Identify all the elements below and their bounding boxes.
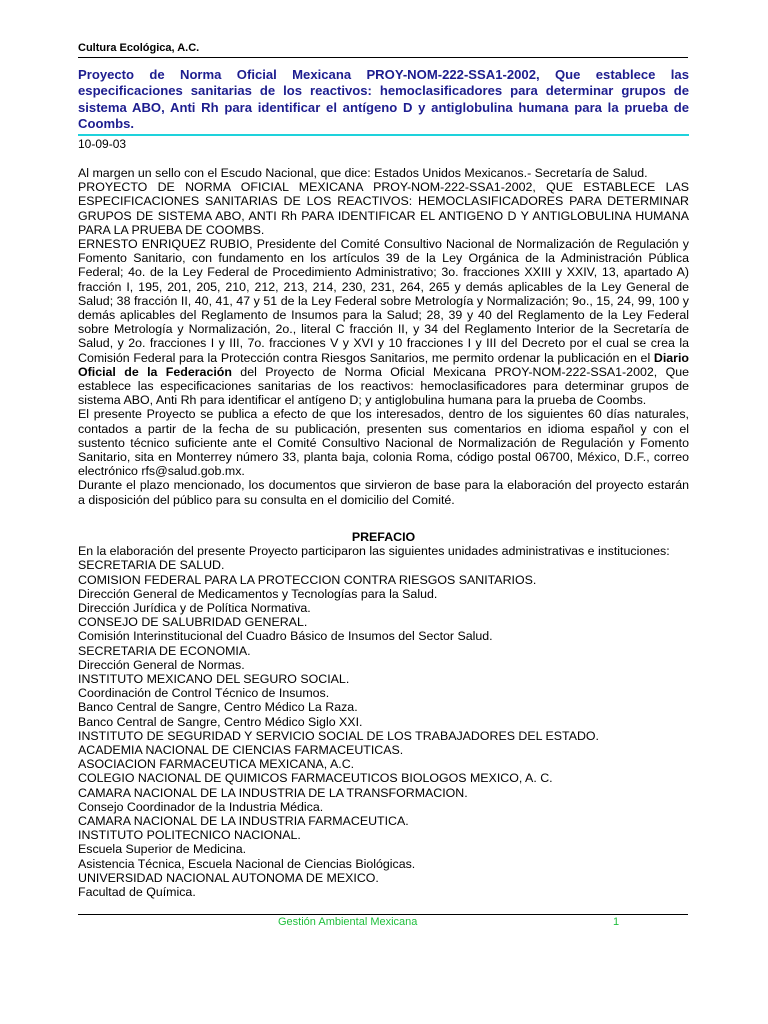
list-item: Facultad de Química. — [78, 885, 196, 900]
list-item: COMISION FEDERAL PARA LA PROTECCION CONTRA RIESGOS SANITARIOS. — [78, 572, 537, 587]
list-item: COLEGIO NACIONAL DE QUIMICOS FARMACEUTICOS BIOLOGOS MEXICO, A. C. — [78, 771, 553, 786]
list-item: Coordinación de Control Técnico de Insumos. — [78, 686, 330, 701]
list-item: SECRETARIA DE SALUD. — [78, 558, 225, 573]
list-item: Asistencia Técnica, Escuela Nacional de Ciencias Biológicas. — [78, 856, 416, 871]
list-item: SECRETARIA DE ECONOMIA. — [78, 643, 251, 658]
body-paragraph-legal-basis — [78, 237, 689, 407]
institution-list — [78, 558, 689, 899]
list-item: Consejo Coordinador de la Industria Médica. — [78, 799, 324, 814]
list-item: INSTITUTO DE SEGURIDAD Y SERVICIO SOCIAL DE LOS TRABAJADORES DEL ESTADO. — [78, 728, 599, 743]
body-paragraph-availability: Durante el plazo mencionado, los documentos que sirvieron de base para la elaboración del proyecto estarán a disposición del público para su consulta en el domicilio del Comité. — [78, 478, 689, 507]
document-date: 10-09-03 — [78, 137, 127, 151]
list-item: Comisión Interinstitucional del Cuadro Básico de Insumos del Sector Salud. — [78, 629, 493, 644]
list-item: Dirección Jurídica y de Política Normativa. — [78, 601, 311, 616]
footer-title: Gestión Ambiental Mexicana — [278, 916, 418, 928]
preface-section — [78, 530, 689, 899]
organization-header: Cultura Ecológica, A.C. — [78, 42, 200, 54]
body-paragraph-heading: PROYECTO DE NORMA OFICIAL MEXICANA PROY-NOM-222-SSA1-2002, QUE ESTABLECE LAS ESPECIFICACIONES SANITARIAS DE LOS REACTIVOS: HEMOCLASIFICADORES PARA DETERMINAR GRUPOS DE SISTEMA ABO, ANTI Rh PARA IDENTIFICAR EL ANTIGENO D Y ANTIGLOBULINA HUMANA PARA LA PRUEBA DE COOMBS. — [78, 180, 689, 237]
list-item: Banco Central de Sangre, Centro Médico Siglo XXI. — [78, 714, 363, 729]
list-item: INSTITUTO MEXICANO DEL SEGURO SOCIAL. — [78, 672, 350, 687]
document-title: Proyecto de Norma Oficial Mexicana PROY-NOM-222-SSA1-2002, Que establece las especificaciones sanitarias de los reactivos: hemoclasificadores para determinar grupos de sistema ABO, Anti Rh para identificar el antígeno D y antiglobulina humana para la prueba de Coombs. — [78, 67, 689, 132]
list-item: ASOCIACION FARMACEUTICA MEXICANA, A.C. — [78, 757, 355, 772]
list-item: ACADEMIA NACIONAL DE CIENCIAS FARMACEUTICAS. — [78, 743, 404, 758]
legal-basis-text: ERNESTO ENRIQUEZ RUBIO, Presidente del Comité Consultivo Nacional de Normalización de Regulación y Fomento Sanitario, con fundamento en los artículos 39 de la Ley Orgánica de la Administración Pública Federal; 4o. de la Ley Federal de Procedimiento Administrativo; 3o. fracciones XXIII y XXIV, 13, apartado A) fracción I, 195, 201, 205, 210, 212, 213, 214, 230, 231, 264, 265 y demás aplicables de la Ley General de Salud; 38 fracción II, 40, 41, 47 y 51 de la Ley Federal sobre Metrología y Normalización; 9o., 15, 24, 99, 100 y demás aplicables del Reglamento de Insumos para la Salud; 28, 39 y 40 del Reglamento de la Ley Federal sobre Metrología y Normalización, 2o., literal C fracción II, y 34 del Reglamento Interior de la Secretaría de Salud, y 2o. fracciones I y III, 7o. fracciones V y XVI y 10 fracciones I y III del Decreto por el cual se crea la Comisión Federal para la Protección contra Riesgos Sanitarios, me permito ordenar la publicación en el — [78, 237, 689, 365]
legal-basis-text-end: del Proyecto de Norma Oficial Mexicana PROY-NOM-222-SSA1-2002, Que establece las especificaciones sanitarias de los reactivos: hemoclasificadores para determinar grupos de sistema ABO, Anti Rh para identificar el antígeno D; y antiglobulina humana para la prueba de Coombs. — [78, 364, 689, 408]
preface-intro: En la elaboración del presente Proyecto participaron las siguientes unidades administrativas e instituciones: — [78, 544, 670, 559]
body-paragraph-comments: El presente Proyecto se publica a efecto de que los interesados, dentro de los siguientes 60 días naturales, contados a partir de la fecha de su publicación, presenten sus comentarios en idioma español y con el sustento técnico suficiente ante el Comité Consultivo Nacional de Normalización de Regulación y Fomento Sanitario, sita en Monterrey número 33, planta baja, colonia Roma, código postal 06700, México, D.F., correo electrónico rfs@salud.gob.mx. — [78, 407, 689, 479]
document-body — [78, 166, 689, 507]
body-paragraph-seal: Al margen un sello con el Escudo Nacional, que dice: Estados Unidos Mexicanos.- Secretaría de Salud. — [78, 166, 648, 180]
preface-heading: PREFACIO — [351, 530, 416, 544]
title-divider — [78, 134, 689, 136]
list-item: Escuela Superior de Medicina. — [78, 842, 247, 857]
header-divider — [78, 57, 688, 58]
list-item: Banco Central de Sangre, Centro Médico La Raza. — [78, 700, 358, 715]
diario-oficial-name: Diario Oficial de la Federación — [78, 350, 689, 379]
list-item: CAMARA NACIONAL DE LA INDUSTRIA DE LA TRANSFORMACION. — [78, 785, 468, 800]
list-item: Dirección General de Medicamentos y Tecnologías para la Salud. — [78, 586, 438, 601]
list-item: CAMARA NACIONAL DE LA INDUSTRIA FARMACEUTICA. — [78, 814, 409, 829]
footer-divider — [78, 914, 688, 915]
list-item: INSTITUTO POLITECNICO NACIONAL. — [78, 828, 301, 843]
page-number: 1 — [613, 916, 620, 928]
list-item: Dirección General de Normas. — [78, 657, 245, 672]
list-item: UNIVERSIDAD NACIONAL AUTONOMA DE MEXICO. — [78, 870, 379, 885]
list-item: CONSEJO DE SALUBRIDAD GENERAL. — [78, 615, 308, 630]
